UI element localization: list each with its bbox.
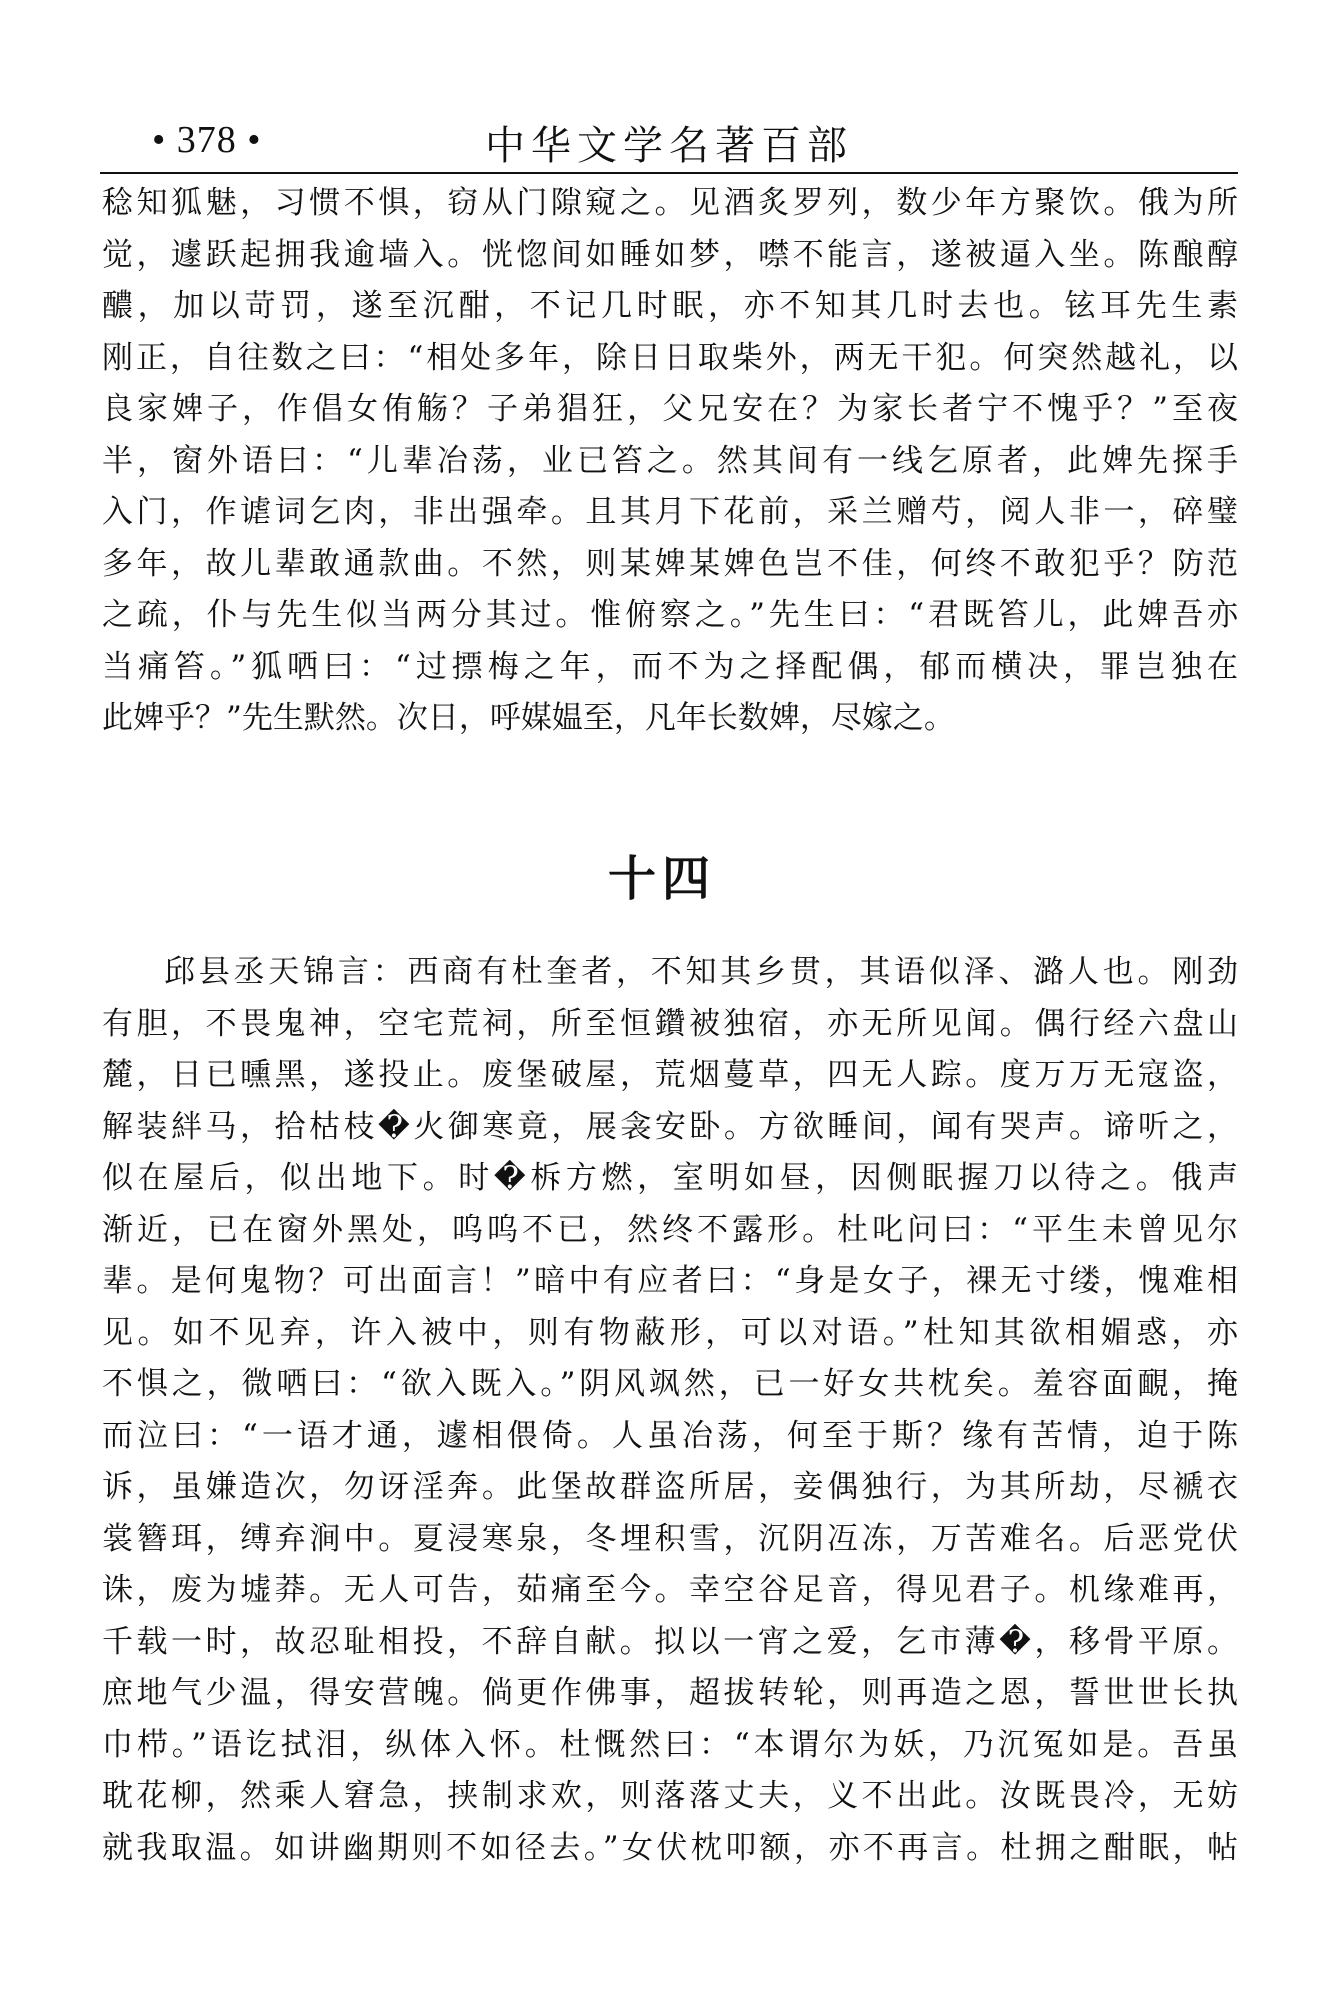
text-line: 入门，作谑词乞肉，非出强牵。且其月下花前，采兰赠芍，阅人非一，碎璧	[102, 494, 1238, 530]
book-title: 中华文学名著百部	[485, 123, 853, 169]
text-line: 似在屋后，似出地下。时�柝方燃，室明如昼，因侧眠握刀以待之。俄声	[102, 1160, 1238, 1196]
text-line: 觉，遽跃起拥我逾墙入。恍惚间如睡如梦，噤不能言，遂被逼入坐。陈酿醇	[102, 236, 1238, 273]
text-line: 麓，日已曛黑，遂投止。废堡破屋，荒烟蔓草，四无人踪。度万万无寇盗，	[102, 1057, 1238, 1093]
text-line: 庶地气少温，得安营魄。倘更作佛事，超拔转轮，则再造之恩，誓世世长执	[102, 1675, 1238, 1711]
text-line: 之疏，仆与先生似当两分其过。惟俯察之。”先生曰：“君既笞儿，此婢吾亦	[102, 597, 1238, 633]
page-number: • 378 •	[152, 119, 262, 161]
header-rule	[100, 172, 1238, 174]
text-line: 诉，虽嫌造次，勿讶淫奔。此堡故群盗所居，妾偶独行，为其所劫，尽褫衣	[102, 1469, 1238, 1505]
section-heading: 十四	[607, 851, 716, 907]
paragraph-1	[102, 178, 1238, 745]
page-header	[100, 110, 1238, 170]
text-line: 千载一时，故忍耻相投，不辞自献。拟以一宵之爱，乞市薄�，移骨平原。	[102, 1623, 1238, 1660]
text-line: 渐近，已在窗外黑处，呜呜不已，然终不露形。杜叱问曰：“平生未曾见尔	[102, 1211, 1238, 1248]
text-line: 耽花柳，然乘人窘急，挟制求欢，则落落丈夫，义不出此。汝既畏冷，无妨	[102, 1778, 1238, 1814]
text-line: 良家婢子，作倡女侑觞？子弟猖狂，父兄安在？为家长者宁不愧乎？”至夜	[102, 391, 1238, 427]
text-line: 稔知狐魅，习惯不惧，窃从门隙窥之。见酒炙罗列，数少年方聚饮。俄为所	[102, 185, 1238, 221]
text-line: 不惧之，微哂曰：“欲入既入。”阴风飒然，已一好女共枕矣。羞容面靦，掩	[102, 1366, 1238, 1402]
text-line: 邱县丞天锦言：西商有杜奎者，不知其乡贯，其语似泽、潞人也。刚劲	[164, 954, 1238, 990]
text-line: 巾栉。”语讫拭泪，纵体入怀。杜慨然曰：“本谓尔为妖，乃沉冤如是。吾虽	[102, 1726, 1238, 1763]
text-line: 就我取温。如讲幽期则不如径去。”女伏枕叩额，亦不再言。杜拥之酣眠，帖	[102, 1829, 1238, 1866]
text-line: 多年，故儿辈敢通款曲。不然，则某婢某婢色岂不佳，何终不敢犯乎？防范	[102, 545, 1238, 582]
text-line: 刚正，自往数之曰：“相处多年，除日日取柴外，两无干犯。何突然越礼，以	[102, 339, 1238, 376]
text-line: 而泣曰：“一语才通，遽相偎倚。人虽冶荡，何至于斯？缘有苦情，迫于陈	[102, 1417, 1238, 1454]
text-line: 诛，废为墟莽。无人可告，茹痛至今。幸空谷足音，得见君子。机缘难再，	[102, 1572, 1238, 1608]
text-line: 醲，加以苛罚，遂至沉酣，不记几时眠，亦不知其几时去也。铉耳先生素	[102, 288, 1238, 324]
text-line: 裳簪珥，缚弃涧中。夏浸寒泉，冬埋积雪，沉阴冱冻，万苦难名。后恶党伏	[102, 1520, 1238, 1557]
text-line: 辈。是何鬼物？可出面言！”暗中有应者曰：“身是女子，裸无寸缕，愧难相	[102, 1263, 1238, 1299]
text-line: 解装絆马，拾枯枝�火御寒竟，展衾安卧。方欲睡间，闻有哭声。谛听之，	[102, 1108, 1238, 1145]
text-line: 当痛笞。”狐哂曰：“过摽梅之年，而不为之择配偶，郁而横决，罪岂独在	[102, 648, 1238, 685]
paragraph-2	[102, 947, 1238, 1874]
text-line: 此婢乎？”先生默然。次日，呼媒媪至，凡年长数婢，尽嫁之。	[102, 700, 955, 736]
text-line: 见。如不见弃，许入被中，则有物蔽形，可以对语。”杜知其欲相媚惑，亦	[102, 1314, 1238, 1351]
text-line: 有胆，不畏鬼神，空宅荒祠，所至恒鑽被独宿，亦无所见闻。偶行经六盘山	[102, 1005, 1238, 1042]
text-line: 半，窗外语曰：“儿辈冶荡，业已笞之。然其间有一线乞原者，此婢先探手	[102, 442, 1238, 479]
